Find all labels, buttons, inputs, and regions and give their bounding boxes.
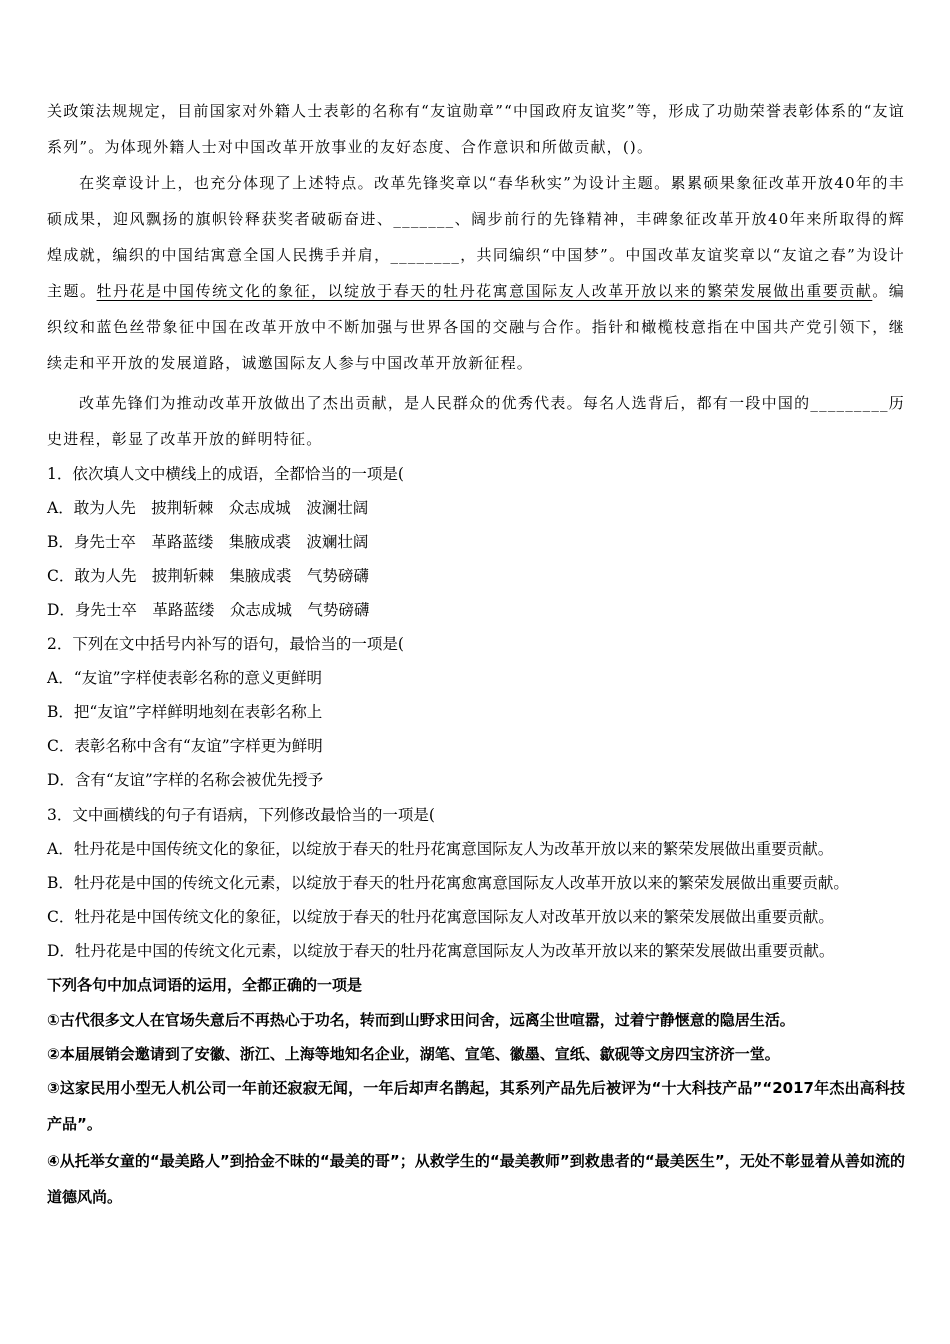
question-3-stem: 3．文中画横线的句子有语病，下列修改最恰当的一项是( [47, 806, 435, 824]
question-1-option-b: B．身先士卒 革路蓝缕 集腋成裘 波斓壮阔 [47, 533, 369, 551]
question-1-option-c: C．敢为人先 披荆斩棘 集腋成裘 气势磅礴 [47, 567, 369, 585]
underlined-sentence: 牡丹花是中国传统文化的象征，以绽放于春天的牡丹花寓意国际友人改革开放以来的繁荣发展做出重要贡献 [96, 282, 873, 300]
question-1-stem: 1．依次填人文中横线上的成语，全都恰当的一项是( [47, 465, 404, 483]
question-2-option-b: B．把“友谊”字样鲜明地刻在表彰名称上 [47, 703, 323, 721]
question-3-option-b: B．牡丹花是中国的传统文化元素，以绽放于春天的牡丹花寓愈寓意国际友人改革开放以来的繁荣发展做出重要贡献。 [47, 874, 849, 892]
question-4-item-3: ③这家民用小型无人机公司一年前还寂寂无闻，一年后却声名鹊起，其系列产品先后被评为“十大科技产品”“2017年杰出高科技产品”。 [47, 1079, 905, 1133]
question-4-item-4: ④从托举女童的“最美路人”到拾金不昧的“最美的哥”；从救学生的“最美教师”到救患者的“最美医生”，无处不彰显着从善如流的道德风尚。 [47, 1152, 905, 1206]
question-1-option-d: D．身先士卒 革路蓝缕 众志成城 气势磅礴 [47, 601, 370, 619]
passage-text: 改革先锋们为推动改革开放做出了杰出贡献，是人民群众的优秀代表。每名人选背后，都有一段中国的_________历史进程，彰显了改革开放的鲜明特征。 [47, 394, 905, 448]
question-2-option-d: D．含有“友谊”字样的名称会被优先授予 [47, 771, 324, 789]
passage-text: 关政策法规规定，目前国家对外籍人士表彰的名称有“友谊勋章”“中国政府友谊奖”等，形成了功勋荣誉表彰体系的“友谊系列”。为体现外籍人士对中国改革开放事业的友好态度、合作意识和所做贡献，()。 [47, 102, 905, 156]
question-2-stem: 2．下列在文中括号内补写的语句，最恰当的一项是( [47, 635, 404, 653]
passage-text: 在奖章设计上，也充分体现了上述特点。改革先锋奖章以“春华秋实”为设计主题。累累硕果象征改革开放40年的丰硕成果，迎风飘扬的旗帜铃释获奖者破砺奋进、_______、阔步前行的先锋精神，丰碑象征改革开放40年来所取得的辉煌成就，编织的中国结寓意全国人民携手并肩，________，共同编织“中国梦”。中国改革友谊奖章以“友谊之春”为设计主题。 [47, 174, 905, 300]
passage-paragraph-3 [47, 385, 905, 457]
question-3-option-d: D．牡丹花是中国的传统文化元素，以绽放于春天的牡丹花寓意国际友人为改革开放以来的繁荣发展做出重要贡献。 [47, 942, 835, 960]
question-4-stem: 下列各句中加点词语的运用，全都正确的一项是 [47, 976, 363, 994]
question-4-item-2: ②本届展销会邀请到了安徽、浙江、上海等地知名企业，湖笔、宣笔、徽墨、宣纸、歙砚等文房四宝济济一堂。 [47, 1045, 780, 1063]
question-3-option-a: A．牡丹花是中国传统文化的象征，以绽放于春天的牡丹花寓意国际友人为改革开放以来的繁荣发展做出重要贡献。 [47, 840, 834, 858]
passage-paragraph-2 [47, 165, 905, 381]
question-4-item-1: ①古代很多文人在官场失意后不再热心于功名，转而到山野求田问舍，远离尘世喧嚣，过着宁静惬意的隐居生活。 [47, 1011, 795, 1029]
question-1-option-a: A．敢为人先 披荆斩棘 众志成城 波澜壮阔 [47, 499, 369, 517]
passage-text: 。编织纹和蓝色丝带象征中国在改革开放中不断加强与世界各国的交融与合作。指针和橄榄枝意指在中国共产党引领下，继续走和平开放的发展道路，诚邀国际友人参与中国改革开放新征程。 [47, 282, 906, 372]
passage-paragraph-1 [47, 93, 905, 165]
question-2-option-c: C．表彰名称中含有“友谊”字样更为鲜明 [47, 737, 323, 755]
question-2-option-a: A．“友谊”字样使表彰名称的意义更鲜明 [47, 669, 323, 687]
question-3-option-c: C．牡丹花是中国传统文化的象征，以绽放于春天的牡丹花寓意国际友人对改革开放以来的繁荣发展做出重要贡献。 [47, 908, 834, 926]
